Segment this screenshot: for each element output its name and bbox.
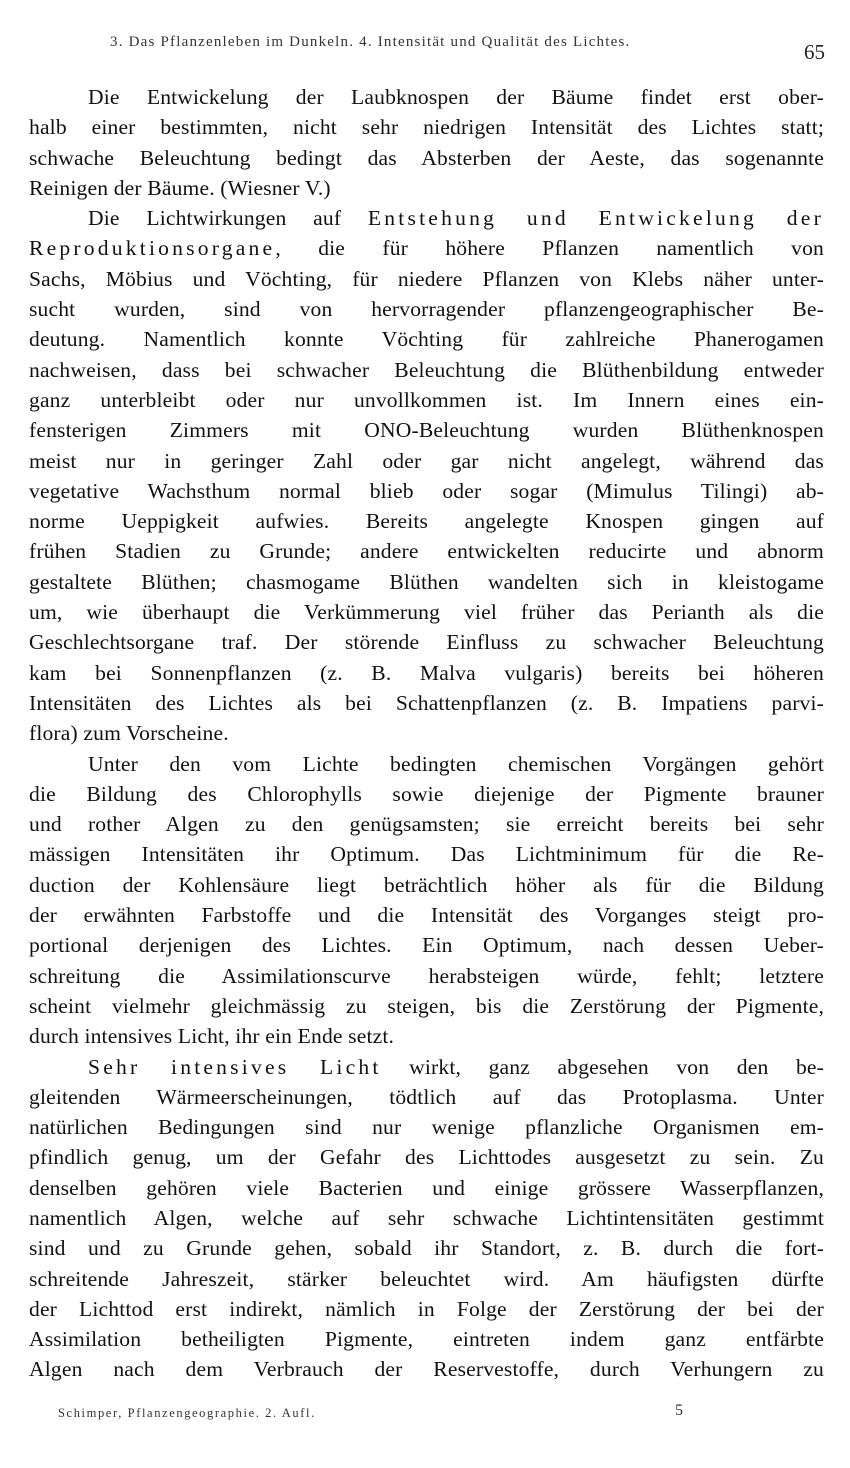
text-line: gestaltete Blüthen; chasmogame Blüthen wandelten sich in kleistogame (29, 569, 824, 594)
paragraph (29, 82, 824, 203)
text-line: schreitung die Assimilationscurve herabsteigen würde, fehlt; letztere (29, 963, 824, 988)
text-line: der erwähnten Farbstoffe und die Intensität des Vorganges steigt pro- (29, 903, 824, 928)
page-footer (58, 1400, 683, 1428)
text-line: und rother Algen zu den genügsamsten; sie erreicht bereits bei sehr (29, 812, 824, 837)
text-line: fensterigen Zimmers mit ONO-Beleuchtung wurden Blüthenknospen (29, 418, 824, 443)
text-line: kam bei Sonnenpflanzen (z. B. Malva vulgaris) bereits bei höheren (29, 660, 824, 685)
text-line: gleitenden Wärmeerscheinungen, tödtlich auf das Protoplasma. Unter (29, 1084, 824, 1109)
text-line: um, wie überhaupt die Verkümmerung viel früher das Perianth als die (29, 600, 824, 625)
body-text (29, 82, 824, 1385)
text-line: vegetative Wachsthum normal blieb oder sogar (Mimulus Tilingi) ab- (29, 478, 824, 503)
text-line (29, 233, 824, 263)
spaced-emphasis: Sehr intensives Licht (88, 1054, 382, 1079)
spaced-emphasis: Reproduktionsorgane (29, 236, 276, 261)
paragraph (29, 1052, 824, 1385)
page-number: 65 (804, 40, 825, 64)
text-line: namentlich Algen, welche auf sehr schwache Lichtintensitäten gestimmt (29, 1205, 824, 1230)
text-line: Die Entwickelung der Laubknospen der Bäume findet erst ober- (88, 85, 824, 109)
text-line: natürlichen Bedingungen sind nur wenige pflanzliche Organismen em- (29, 1115, 824, 1140)
paragraph (29, 203, 824, 748)
text-line: Reinigen der Bäume. (Wiesner V.) (29, 175, 331, 200)
text-run: Die Lichtwirkungen auf (88, 206, 368, 231)
text-line: portional derjenigen des Lichtes. Ein Optimum, nach dessen Ueber- (29, 933, 824, 958)
text-line: Unter den vom Lichte bedingten chemischen Vorgängen gehört (88, 751, 824, 776)
text-line (29, 1052, 824, 1082)
text-line: schreitende Jahreszeit, stärker beleuchtet wird. Am häufigsten dürfte (29, 1266, 824, 1291)
printer-signature: Schimper, Pflanzengeographie. 2. Aufl. (58, 1406, 316, 1420)
text-line: Geschlechtsorgane traf. Der störende Einfluss zu schwacher Beleuchtung (29, 630, 824, 655)
text-line: die Bildung des Chlorophylls sowie diejenige der Pigmente brauner (29, 781, 824, 806)
text-line: Sachs, Möbius und Vöchting, für niedere Pflanzen von Klebs näher unter- (29, 266, 824, 291)
text-line: nachweisen, dass bei schwacher Beleuchtung die Blüthenbildung entweder (29, 357, 824, 382)
text-line: schwache Beleuchtung bedingt das Absterben der Aeste, das sogenannte (29, 145, 824, 170)
text-line (29, 203, 824, 233)
text-line: flora) zum Vorscheine. (29, 721, 229, 746)
text-line: durch intensives Licht, ihr ein Ende setzt. (29, 1024, 395, 1049)
text-line: Assimilation betheiligten Pigmente, eintreten indem ganz entfärbte (29, 1327, 824, 1352)
signature-mark: 5 (675, 1402, 683, 1419)
spaced-emphasis: Entstehung und Entwickelung der (367, 206, 824, 231)
text-line: pfindlich genug, um der Gefahr des Lichttodes ausgesetzt zu sein. Zu (29, 1145, 824, 1170)
text-line: meist nur in geringer Zahl oder gar nicht angelegt, während das (29, 448, 824, 473)
text-line: Intensitäten des Lichtes als bei Schattenpflanzen (z. B. Impatiens parvi- (29, 690, 824, 715)
text-line: sind und zu Grunde gehen, sobald ihr Standort, z. B. durch die fort- (29, 1236, 824, 1261)
running-head: 3. Das Pflanzenleben im Dunkeln. 4. Intensität und Qualität des Lichtes. (110, 34, 631, 50)
paragraph (29, 749, 824, 1052)
text-line: ganz unterbleibt oder nur unvollkommen ist. Im Innern eines ein- (29, 387, 824, 412)
text-line: deutung. Namentlich konnte Vöchting für zahlreiche Phanerogamen (29, 327, 824, 352)
text-line: scheint vielmehr gleichmässig zu steigen, bis die Zerstörung der Pigmente, (29, 993, 824, 1018)
text-line: duction der Kohlensäure liegt beträchtlich höher als für die Bildung (29, 872, 824, 897)
text-line: der Lichttod erst indirekt, nämlich in Folge der Zerstörung der bei der (29, 1296, 824, 1321)
text-line: mässigen Intensitäten ihr Optimum. Das Lichtminimum für die Re- (29, 842, 824, 867)
text-line: denselben gehören viele Bacterien und einige grössere Wasserpflanzen, (29, 1175, 824, 1200)
text-line: Algen nach dem Verbrauch der Reservestoffe, durch Verhungern zu (29, 1357, 824, 1382)
text-line: frühen Stadien zu Grunde; andere entwickelten reducirte und abnorm (29, 539, 824, 564)
text-line: norme Ueppigkeit aufwies. Bereits angelegte Knospen gingen auf (29, 509, 824, 534)
text-run: wirkt, ganz abgesehen von den be- (381, 1054, 824, 1079)
text-line: halb einer bestimmten, nicht sehr niedrigen Intensität des Lichtes statt; (29, 115, 824, 140)
text-run: , die für höhere Pflanzen namentlich von (275, 236, 824, 261)
page-header (110, 30, 825, 66)
text-line: sucht wurden, sind von hervorragender pflanzengeographischer Be- (29, 297, 824, 322)
